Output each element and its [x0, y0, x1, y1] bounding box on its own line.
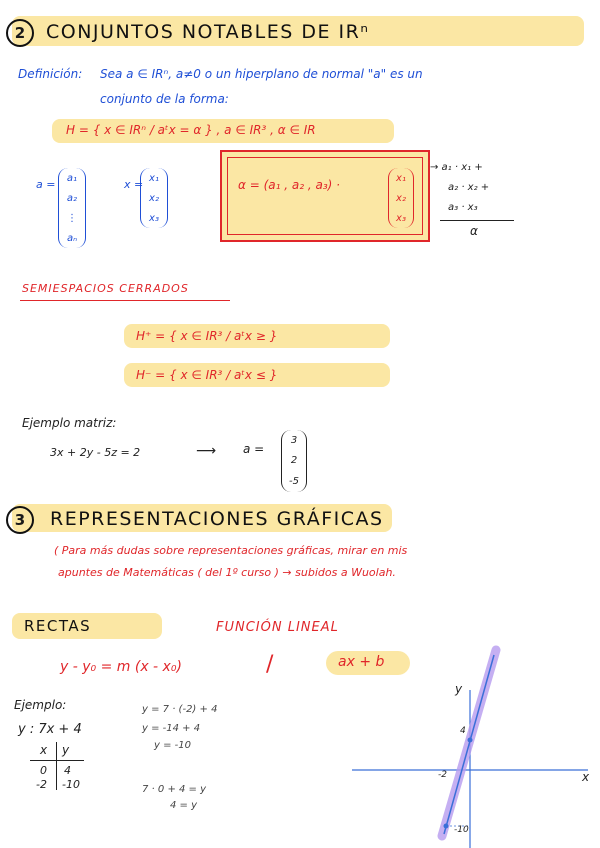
- boxed-vector-entry: x₁: [396, 172, 406, 184]
- vector-x-entry: x₁: [149, 172, 159, 184]
- calc-line: 4 = y: [170, 800, 198, 811]
- ejemplo-equation: y : 7x + 4: [18, 722, 82, 737]
- graph-x-neg2-label: -2: [438, 770, 447, 780]
- vector-a-entry: a₁: [66, 172, 78, 184]
- expansion-line: a₂ · x₂ +: [448, 182, 490, 193]
- section3-number: 3: [6, 506, 34, 534]
- table-cell: -2: [36, 778, 47, 791]
- graph-line: [444, 655, 494, 834]
- vector-x-entry: x₃: [149, 212, 159, 224]
- example-equation: 3x + 2y - 5z = 2: [50, 446, 141, 459]
- rectas-title: RECTAS: [24, 617, 92, 635]
- point-0-4: [468, 738, 473, 743]
- table-cell: 0: [40, 764, 47, 777]
- ejemplo-label: Ejemplo:: [14, 698, 67, 712]
- definition-line2: conjunto de la forma:: [100, 92, 229, 106]
- vector-a-entry: a₂: [66, 192, 78, 204]
- graph-y-neg10-label: -10: [454, 825, 469, 835]
- semispaces-title: SEMIESPACIOS CERRADOS: [22, 282, 189, 295]
- graph-y-label: y: [455, 682, 463, 696]
- calc-line: y = 7 · (-2) + 4: [142, 704, 218, 715]
- definition-label: Definición:: [18, 67, 83, 81]
- vector-a-label: a =: [36, 178, 56, 191]
- funcion-lineal-label: FUNCIÓN LINEAL: [216, 620, 339, 635]
- vector-a-entry: ⋮: [67, 212, 77, 224]
- expansion-result: α: [470, 224, 478, 238]
- section3-title: REPRESENTACIONES GRÁFICAS: [50, 508, 384, 530]
- boxed-vector-entry: x₃: [396, 212, 406, 224]
- calc-line: 7 · 0 + 4 = y: [142, 784, 207, 795]
- example-a-entry: -5: [289, 476, 299, 488]
- slope-intercept-formula: ax + b: [338, 654, 385, 670]
- vector-a-entry: aₙ: [66, 232, 78, 244]
- calc-line: y = -10: [154, 740, 191, 751]
- boxed-vector-entry: x₂: [396, 192, 406, 204]
- h-plus-formula: H⁺ = { x ∈ IR³ / aᵗx ≥ }: [136, 329, 278, 343]
- table-head-y: y: [62, 743, 70, 757]
- point-slope-formula: y - y₀ = m (x - x₀): [60, 659, 182, 675]
- example-label: Ejemplo matriz:: [22, 416, 117, 430]
- boxed-formula: α = (a₁ , a₂ , a₃) ·: [238, 178, 340, 192]
- expansion-line: a₃ · x₃: [448, 202, 478, 213]
- calc-line: y = -14 + 4: [142, 723, 201, 734]
- graph-x-label: x: [582, 770, 590, 784]
- hyperplane-formula: H = { x ∈ IRⁿ / aᵗx = α } , a ∈ IR³ , α ∈ IR: [66, 123, 316, 137]
- section2-number: 2: [6, 19, 34, 47]
- example-a-label: a =: [243, 442, 265, 456]
- example-a-entry: 2: [290, 455, 298, 467]
- graph-y4-label: 4: [460, 726, 466, 736]
- table-head-x: x: [40, 743, 48, 757]
- h-minus-formula: H⁻ = { x ∈ IR³ / aᵗx ≤ }: [136, 368, 278, 382]
- example-a-entry: 3: [290, 434, 298, 446]
- formula-separator: /: [266, 652, 274, 677]
- expansion-line: → a₁ · x₁ +: [430, 162, 483, 173]
- section3-note-line2: apuntes de Matemáticas ( del 1º curso ) → subidos a Wuolah.: [58, 566, 396, 579]
- definition-line1: Sea a ∈ IRⁿ, a≠0 o un hiperplano de normal "a" es un: [100, 67, 423, 81]
- example-arrow: ⟶: [196, 443, 217, 459]
- section2-title: CONJUNTOS NOTABLES DE IRⁿ: [46, 21, 370, 43]
- section3-note-line1: ( Para más dudas sobre representaciones gráficas, mirar en mis: [54, 544, 408, 557]
- table-cell: -10: [62, 778, 80, 791]
- vector-x-label: x =: [124, 178, 144, 191]
- vector-x-entry: x₂: [149, 192, 159, 204]
- table-cell: 4: [64, 764, 71, 777]
